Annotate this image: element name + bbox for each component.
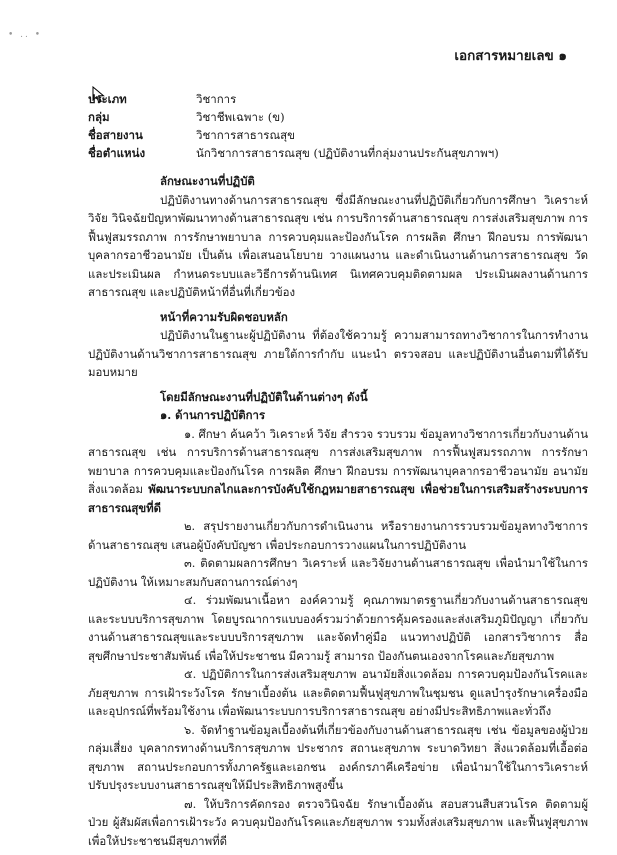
scan-mark: • .. • <box>8 30 43 40</box>
meta-row-position <box>88 144 499 162</box>
meta-row-line <box>88 126 499 144</box>
meta-row-type <box>88 90 499 108</box>
job-nature-heading: ลักษณะงานที่ปฏิบัติ <box>160 174 255 188</box>
duty-item: ๓. ติดตามผลการศึกษา วิเคราะห์ และวิจัยงานด้านสาธารณสุข เพื่อนำมาใช้ในการปฏิบัติงาน ให้เหมาะสมกับสถานการณ์ต่างๆ <box>88 556 588 589</box>
duty-item <box>88 425 588 518</box>
position-info <box>88 90 499 162</box>
operations-section-title: ๑. ด้านการปฏิบัติการ <box>160 408 266 422</box>
meta-label: กลุ่ม <box>88 110 110 124</box>
document-number: เอกสารหมายเลข ๑ <box>454 48 567 64</box>
meta-label: ประเภท <box>88 92 127 106</box>
duty-item: ๖. จัดทำฐานข้อมูลเบื้องต้นที่เกี่ยวข้องกับงานด้านสาธารณสุข เช่น ข้อมูลของผู้ป่วยกลุ่มเสี่ยง บุคลากรทางด้านบริการสุขภาพ ประชากร สถานะสุขภาพ ระบาดวิทยา สิ่งแวดล้อมที่เอื้อต่อสุขภาพ สถานประกอบการทั้งภาครัฐและเอกชน องค์กรภาคีเครือข่าย เพื่อนำมาใช้ในการวิเคราะห์ปรับปรุงระบบงานสาธารณสุขให้มีประสิทธิภาพสูงขึ้น <box>88 722 588 792</box>
meta-label: ชื่อสายงาน <box>88 128 143 142</box>
main-duties-heading: หน้าที่ความรับผิดชอบหลัก <box>160 309 288 324</box>
duty-item: ๒. สรุปรายงานเกี่ยวกับการดำเนินงาน หรือรายงานการรวบรวมข้อมูลทางวิชาการด้านสาธารณสุข เสนอผู้บังคับบัญชา เพื่อประกอบการวางแผนในการปฏิบัติงาน <box>88 519 588 552</box>
duty-highlight: พัฒนาระบบกลไกและการบังคับใช้กฎหมายสาธารณสุข เพื่อช่วยในการเสริมสร้างระบบการสาธารณสุขที่ดี <box>88 482 588 515</box>
duty-item: ๕. ปฏิบัติการในการส่งเสริมสุขภาพ อนามัยสิ่งแวดล้อม การควบคุมป้องกันโรคและภัยสุขภาพ การเฝ้าระวังโรค รักษาเบื้องต้น และติดตามฟื้นฟูสุขภาพในชุมชน ดูแลบำรุงรักษาเครื่องมือและอุปกรณ์ที่พร้อมใช้งาน เพื่อพัฒนาระบบการบริการสาธารณสุข อย่างมีประสิทธิภาพและทั่วถึง <box>88 667 588 718</box>
document-body <box>88 172 588 850</box>
meta-value: วิชาชีพเฉพาะ (ข) <box>196 110 285 124</box>
meta-row-group <box>88 108 499 126</box>
meta-label: ชื่อตำแหน่ง <box>88 146 146 160</box>
duty-item: ๔. ร่วมพัฒนาเนื้อหา องค์ความรู้ คุณภาพมาตรฐานเกี่ยวกับงานด้านสาธารณสุข และระบบบริการสุขภาพ โดยบูรณาการแบบองค์รวมว่าด้วยการคุ้มครองและส่งเสริมภูมิปัญญา เกี่ยวกับงานด้านสาธารณสุขและระบบบริการสุขภาพ และจัดทำคู่มือ แนวทางปฏิบัติ เอกสารวิชาการ สื่อสุขศึกษาประชาสัมพันธ์ เพื่อให้ประชาชน มีความรู้ สามารถ ป้องกันตนเองจากโรคและภัยสุขภาพ <box>88 593 588 663</box>
meta-value: นักวิชาการสาธารณสุข (ปฏิบัติงานที่กลุ่มงานประกันสุขภาพฯ) <box>196 146 499 160</box>
main-duties-text: ปฏิบัติงานในฐานะผู้ปฏิบัติงาน ที่ต้องใช้ความรู้ ความสามารถทางวิชาการในการทำงานปฏิบัติงานด้านวิชาการสาธารณสุข ภายใต้การกำกับ แนะนำ ตรวจสอบ และปฏิบัติงานอื่นตามที่ได้รับมอบหมาย <box>88 328 588 379</box>
meta-value: วิชาการสาธารณสุข <box>196 128 295 142</box>
job-nature-text: ปฏิบัติงานทางด้านการสาธารณสุข ซึ่งมีลักษณะงานที่ปฏิบัติเกี่ยวกับการศึกษา วิเคราะห์ วิจัย วินิจฉัยปัญหาพัฒนาทางด้านสาธารณสุข เช่น การบริการด้านสาธารณสุข การส่งเสริมสุขภาพ การฟื้นฟูสมรรถภาพ การรักษาพยาบาล การควบคุมและป้องกันโรค การผลิต ศึกษา ฝึกอบรม การพัฒนาบุคลากรอาชีวอนามัย เป็นต้น เพื่อเสนอนโยบาย วางแผนงาน และดำเนินงานด้านการสาธารณสุข วัดและประเมินผล กำหนดระบบและวิธีการด้านนิเทศ นิเทศควบคุมติดตามผล ประเมินผลงานด้านการสาธารณสุข และปฏิบัติหน้าที่อื่นที่เกี่ยวข้อง <box>88 192 588 299</box>
meta-value: วิชาการ <box>196 92 237 106</box>
duty-item: ๗. ให้บริการคัดกรอง ตรวจวินิจฉัย รักษาเบื้องต้น สอบสวนสืบสวนโรค ติดตามผู้ป่วย ผู้สัมผัสเพื่อการเฝ้าระวัง ควบคุมป้องกันโรคและภัยสุขภาพ รวมทั้งส่งเสริมสุขภาพ และฟื้นฟูสุขภาพ เพื่อให้ประชาชนมีสุขภาพที่ดี <box>88 796 588 848</box>
characteristics-heading: โดยมีลักษณะงานที่ปฏิบัติในด้านต่างๆ ดังนี้ <box>160 389 368 404</box>
duty-text: ๑. ศึกษา ค้นคว้า วิเคราะห์ วิจัย สำรวจ รวบรวม ข้อมูลทางวิชาการเกี่ยวกับงานด้านสาธารณสุข เช่น การบริการด้านสาธารณสุข การส่งเสริมสุขภาพ การฟื้นฟูสมรรถภาพ การรักษาพยาบาล การควบคุมและป้องกันโรค การผลิต ศึกษา ฝึกอบรม การพัฒนาบุคลากรอาชีวอนามัย อนามัยสิ่งแวดล้อม <box>88 426 588 496</box>
